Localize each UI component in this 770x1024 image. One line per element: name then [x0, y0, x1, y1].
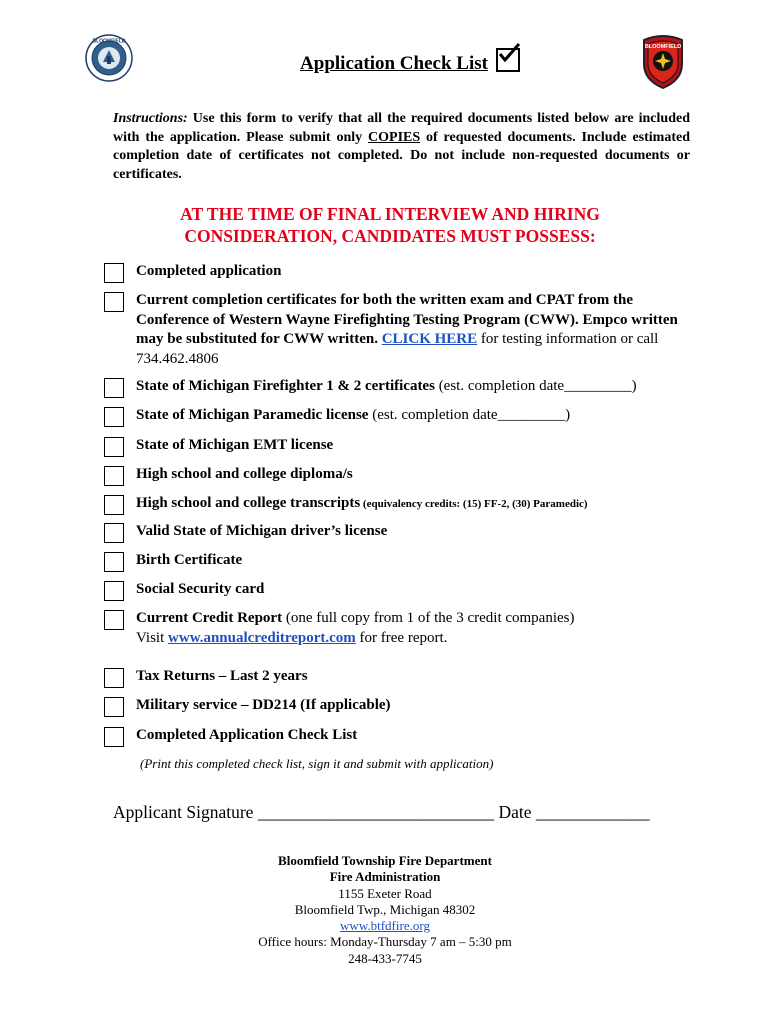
signature-field[interactable]: ___________________________	[257, 802, 495, 822]
svg-text:BLOOMFIELD: BLOOMFIELD	[92, 38, 126, 45]
checkbox[interactable]	[104, 581, 124, 601]
date-field[interactable]: _____________	[535, 802, 650, 822]
checkbox[interactable]	[104, 292, 124, 312]
checkbox[interactable]	[104, 697, 124, 717]
checkbox[interactable]	[104, 610, 124, 630]
checkbox[interactable]	[104, 552, 124, 572]
department-name: Bloomfield Township Fire Department	[278, 853, 492, 868]
title-check-icon	[496, 48, 520, 72]
street-address: 1155 Exeter Road	[338, 885, 432, 901]
checkbox[interactable]	[104, 263, 124, 283]
administration-name: Fire Administration	[329, 869, 441, 885]
checkbox[interactable]	[104, 495, 124, 515]
requirements-heading: AT THE TIME OF FINAL INTERVIEW AND HIRING CONSIDERATION, CANDIDATES MUST POSSESS:	[180, 204, 600, 246]
checkbox[interactable]	[104, 466, 124, 486]
checkbox[interactable]	[104, 727, 124, 747]
website-link[interactable]: www.btfdfire.org	[340, 918, 430, 934]
annualcreditreport-link[interactable]: www.annualcreditreport.com	[168, 629, 356, 646]
page-title: Application Check List	[0, 48, 770, 75]
checkbox[interactable]	[104, 437, 124, 457]
office-hours: Office hours: Monday-Thursday 7 am – 5:30 pm	[258, 934, 512, 950]
click-here-link[interactable]: CLICK HERE	[381, 331, 478, 347]
fire-department-badge-logo	[640, 34, 686, 90]
footer-contact	[0, 853, 770, 967]
instructions-label: Instructions:	[113, 111, 188, 126]
checkbox[interactable]	[104, 668, 124, 688]
copies-emphasis: COPIES	[368, 129, 421, 145]
signature-line[interactable]: Applicant Signature ___________________________ Date _____________	[113, 802, 650, 822]
phone-number: 248-433-7745	[348, 950, 422, 966]
checkbox[interactable]	[104, 523, 124, 543]
print-instructions-note: (Print this completed check list, sign it and submit with application)	[140, 756, 494, 771]
svg-text:BLOOMFIELD: BLOOMFIELD	[644, 44, 682, 50]
instructions-paragraph: Instructions: Use this form to verify that all the required documents listed below are included with the application. Please submit only COPIES of requested documents. Include estimated completion date of certificates not completed. Do not include non-requested documents or certificates.	[113, 111, 690, 182]
checkbox[interactable]	[104, 378, 124, 398]
checkbox[interactable]	[104, 407, 124, 427]
city-address: Bloomfield Twp., Michigan 48302	[294, 901, 476, 917]
